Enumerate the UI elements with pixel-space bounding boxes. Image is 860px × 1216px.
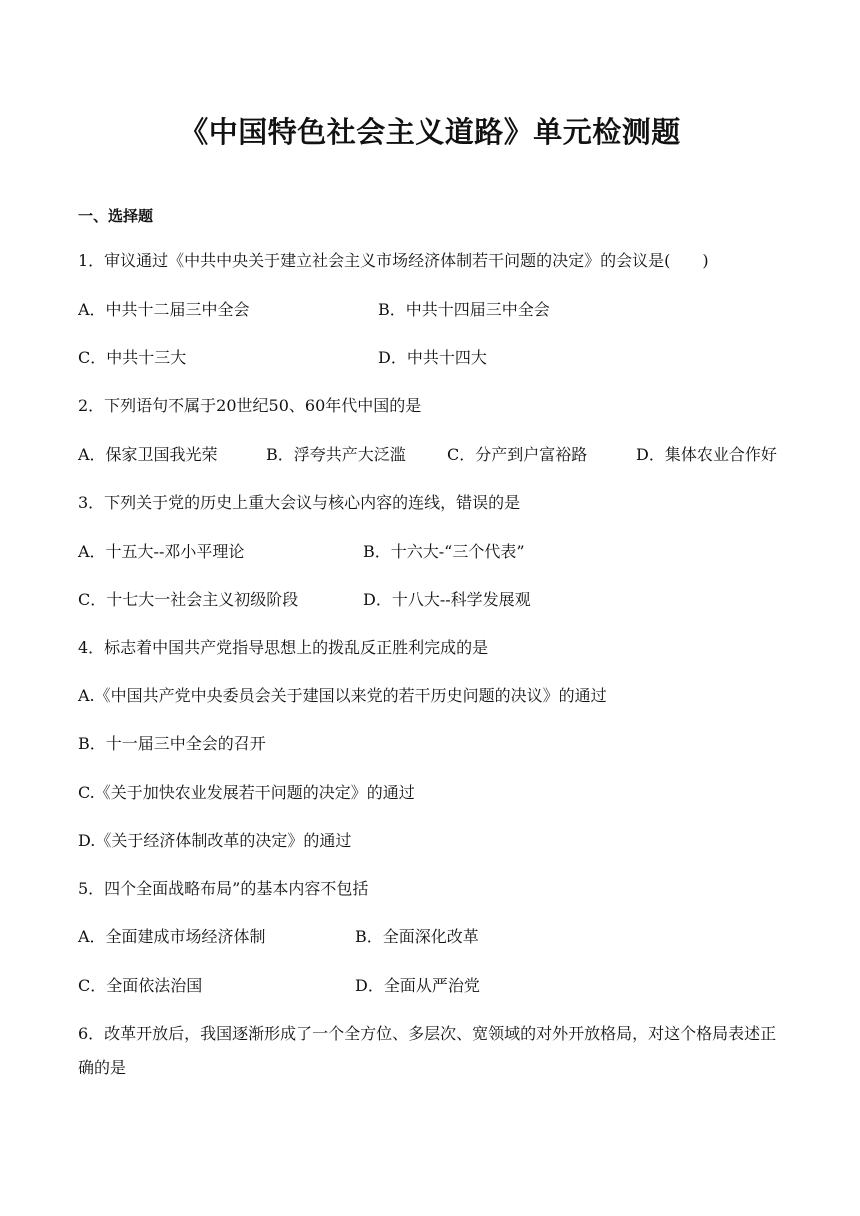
section-heading: 一、选择题	[78, 207, 154, 225]
question-4-option-c: C.《关于加快农业发展若干问题的决定》的通过	[78, 783, 415, 802]
question-3-option-b: B．十六大-“三个代表”	[363, 542, 525, 561]
question-6-stem: 6．改革开放后，我国逐渐形成了一个全方位、多层次、宽领域的对外开放格局，对这个格局表述正确的是	[78, 1024, 777, 1077]
question-5-option-d: D．全面从严治党	[355, 976, 480, 995]
question-1-stem: 1．审议通过《中共中央关于建立社会主义市场经济体制若干问题的决定》的会议是( )	[78, 251, 709, 270]
question-5-option-a: A．全面建成市场经济体制	[78, 927, 266, 946]
question-4-option-d: D.《关于经济体制改革的决定》的通过	[78, 831, 352, 850]
question-2-option-c: C．分产到户富裕路	[447, 445, 588, 464]
question-2-option-a: A．保家卫国我光荣	[78, 445, 218, 464]
question-4-option-b: B．十一届三中全会的召开	[78, 734, 266, 753]
question-2-stem: 2．下列语句不属于20世纪50、60年代中国的是	[78, 396, 422, 415]
question-2-option-b: B．浮夸共产大泛滥	[266, 445, 406, 464]
question-3-stem: 3．下列关于党的历史上重大会议与核心内容的连线，错误的是	[78, 493, 521, 512]
question-5-option-c: C．全面依法治国	[78, 976, 203, 995]
question-4-option-a: A.《中国共产党中央委员会关于建国以来党的若干历史问题的决议》的通过	[78, 686, 607, 705]
question-4-stem: 4．标志着中国共产党指导思想上的拨乱反正胜利完成的是	[78, 638, 489, 657]
question-3-option-c: C．十七大一社会主义初级阶段	[78, 590, 299, 609]
question-1-option-a: A．中共十二届三中全会	[78, 300, 250, 319]
question-1-option-c: C．中共十三大	[78, 348, 187, 367]
question-3-option-a: A．十五大--邓小平理论	[78, 542, 245, 561]
question-3-option-d: D．十八大--科学发展观	[363, 590, 531, 609]
question-5-option-b: B．全面深化改革	[355, 927, 479, 946]
question-1-option-d: D．中共十四大	[378, 348, 487, 367]
question-5-stem: 5．四个全面战略布局”的基本内容不包括	[78, 879, 369, 898]
page-title: 《中国特色社会主义道路》单元检测题	[179, 115, 681, 149]
question-2-option-d: D．集体农业合作好	[636, 445, 777, 464]
question-1-option-b: B．中共十四届三中全会	[378, 300, 550, 319]
